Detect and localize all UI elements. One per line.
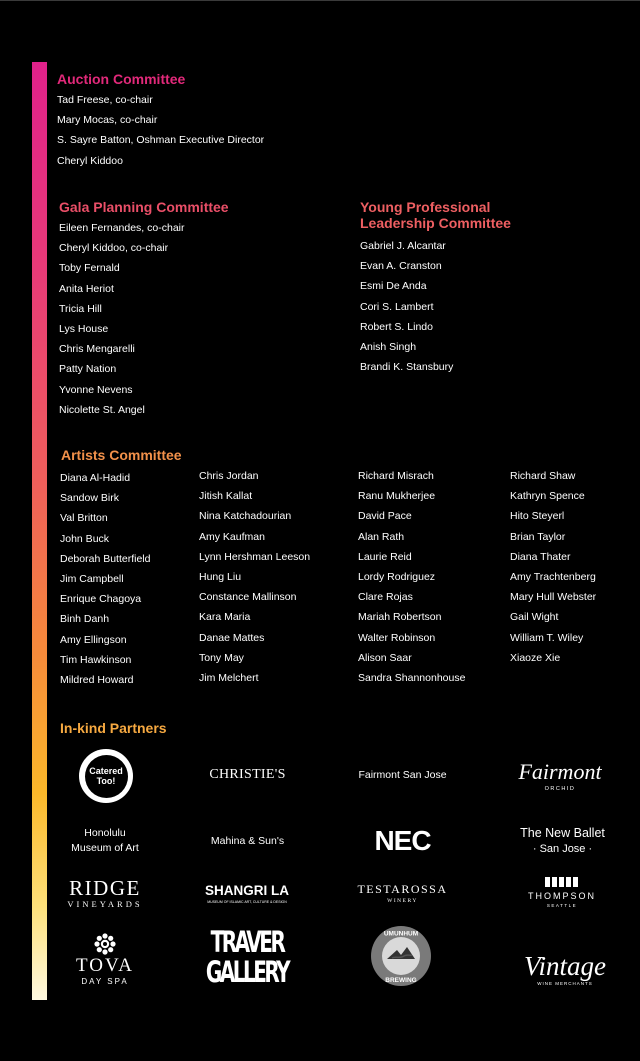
honolulu-line1: Honolulu [84,827,126,839]
artists-committee-member: Nina Katchadourian [199,510,292,523]
artists-column-4 [510,466,596,668]
mahina-suns: Mahina & Sun's [210,835,285,847]
gala-committee-member: Lys House [59,322,109,335]
orchid-text: ORCHID [544,786,576,792]
artists-column-2 [199,466,310,688]
artists-column-3 [358,466,465,688]
artists-committee-member: Brian Taylor [510,530,566,543]
catered-too-text: Catered Too! [89,766,123,786]
fairmont-san-jose: Fairmont San Jose [358,769,447,781]
young-committee-list [360,236,453,377]
tova-day-spa-logo [60,928,150,992]
auction-committee-member: Tad Freese, co-chair [57,94,153,106]
gala-committee-member: Anita Heriot [59,282,114,295]
seattle-text: SEATTLE [546,903,578,908]
shangri-la-subtext: MUSEUM OF ISLAMIC ART, CULTURE & DESIGN [207,900,287,904]
testarossa-logo [350,880,455,906]
brewing-text: BREWING [385,977,417,984]
auction-committee-member: Mary Mocas, co-chair [57,114,158,127]
young-committee-member: Brandi K. Stansbury [360,361,454,374]
umunhum-text: UMUNHUM [383,930,419,938]
gala-committee-member: Eileen Fernandes, co-chair [59,222,185,234]
artists-committee-member: William T. Wiley [510,631,584,644]
shangri-la-text: SHANGRI LA [205,883,289,898]
artists-committee-member: Deborah Butterfield [60,552,151,565]
young-committee-member: Gabriel J. Alcantar [360,240,446,252]
artists-committee-member: Binh Danh [60,613,110,626]
artists-committee-member: Walter Robinson [358,631,436,644]
honolulu-museum-logo [55,825,155,857]
auction-committee-list [57,90,264,171]
artists-committee-member: Hito Steyerl [510,510,565,523]
gala-committee-member: Nicolette St. Angel [59,403,145,416]
tova-text: TOVA [76,955,134,976]
winery-text: WINERY [387,897,418,904]
artists-committee-member: Enrique Chagoya [60,593,142,606]
artists-committee-member: Danae Mattes [199,631,265,644]
gala-committee-member: Toby Fernald [59,262,120,275]
artists-committee-member: Laurie Reid [358,550,412,563]
young-title-line1: Young Professional [360,199,491,215]
artists-committee-member: Hung Liu [199,570,242,583]
vintage-text: Vintage [524,951,606,981]
gradient-bar [32,62,47,1000]
auction-committee-member: S. Sayre Batton, Oshman Executive Director [57,134,265,147]
artists-committee-member: Sandra Shannonhouse [358,671,466,684]
artists-committee-member: Clare Rojas [358,591,413,604]
thompson-text: THOMPSON [527,891,596,901]
day-spa-text: DAY SPA [81,977,129,986]
gallery-text: GALLERY [205,954,289,990]
christies-logo: CHRISTIE'S [209,767,286,782]
artists-column-1 [60,468,150,690]
artists-committee-member: Amy Kaufman [199,530,265,543]
catered-too-logo [75,745,137,807]
artists-committee-member: Xiaoze Xie [510,651,561,664]
top-border [0,0,640,1]
gala-committee-member: Cheryl Kiddoo, co-chair [59,242,169,255]
artists-committee-member: Gail Wight [510,611,559,624]
nec-logo: NEC [374,825,431,856]
young-committee-member: Robert S. Lindo [360,320,433,333]
young-title-line2: Leadership Committee [360,215,511,231]
artists-committee-member: Lynn Hershman Leeson [199,550,311,563]
young-committee-member: Cori S. Lambert [360,300,434,313]
young-committee-member: Esmi De Anda [360,280,427,293]
new-ballet-logo [505,824,620,858]
artists-committee-member: Jim Campbell [60,572,124,585]
fairmont-orchid-script: Fairmont [518,759,602,784]
artists-committee-member: Richard Misrach [358,470,434,482]
ridge-text: RIDGE [69,876,141,900]
gala-committee-member: Tricia Hill [59,302,102,315]
traver-gallery-logo [205,924,289,990]
artists-committee-member: Mildred Howard [60,673,134,686]
gala-committee-member: Patty Nation [59,363,117,376]
artists-committee-member: Tony May [199,651,244,664]
artists-committee-member: Constance Mallinson [199,591,297,604]
artists-committee-member: Diana Thater [510,550,571,563]
gala-committee-member: Chris Mengarelli [59,343,135,356]
thompson-seattle-logo [512,874,612,912]
artists-committee-member: Richard Shaw [510,470,576,482]
artists-committee-member: Jitish Kallat [199,490,253,503]
artists-committee-member: Mary Hull Webster [510,591,597,604]
artists-committee-member: Ranu Mukherjee [358,490,436,503]
artists-committee-member: Amy Ellingson [60,633,127,646]
artists-committee-member: Diana Al-Hadid [60,472,131,484]
artists-committee-member: Alison Saar [358,651,412,664]
artists-committee-member: Lordy Rodriguez [358,570,436,583]
young-committee-title [360,199,511,231]
shangri-la-logo [192,880,302,908]
artists-committee-member: Alan Rath [358,530,405,543]
artists-committee-member: Kara Maria [199,611,251,624]
vintage-subtext: WINE MERCHANTS [537,981,593,986]
artists-committee-member: Chris Jordan [199,470,259,482]
testarossa-text: TESTAROSSA [357,881,448,896]
umunhum-badge-icon [370,925,432,987]
auction-committee-title: Auction Committee [57,71,186,87]
artists-committee-member: Tim Hawkinson [60,653,132,666]
young-committee-member: Evan A. Cranston [360,260,442,273]
vineyards-text: VINEYARDS [67,899,143,909]
artists-committee-member: Val Britton [60,512,108,525]
tova-flower-icon [94,933,116,955]
auction-committee-member: Cheryl Kiddoo [57,154,123,167]
artists-committee-member: Mariah Robertson [358,611,442,624]
traver-text: TRAVER [210,924,284,960]
gala-committee-title: Gala Planning Committee [59,199,229,215]
umunhum-brewing-logo [370,925,432,987]
inkind-partners-title: In-kind Partners [60,720,167,736]
artists-committee-member: Jim Melchert [199,671,259,684]
artists-committee-member: Amy Trachtenberg [510,570,596,583]
gala-committee-list [59,218,184,420]
artists-committee-title: Artists Committee [61,447,182,463]
artists-committee-member: Sandow Birk [60,492,119,505]
gala-committee-member: Yvonne Nevens [59,383,133,396]
honolulu-line2: Museum of Art [71,842,139,854]
vintage-wine-logo [510,945,620,993]
thompson-mark-icon [545,877,579,887]
new-ballet-line2: · San Jose · [532,843,593,855]
ridge-vineyards-logo [50,876,160,910]
artists-committee-member: Kathryn Spence [510,490,585,503]
fairmont-orchid-logo [510,755,610,797]
young-committee-member: Anish Singh [360,340,417,353]
new-ballet-line1: The New Ballet [520,826,605,840]
artists-committee-member: John Buck [60,532,110,545]
artists-committee-member: David Pace [358,510,412,523]
